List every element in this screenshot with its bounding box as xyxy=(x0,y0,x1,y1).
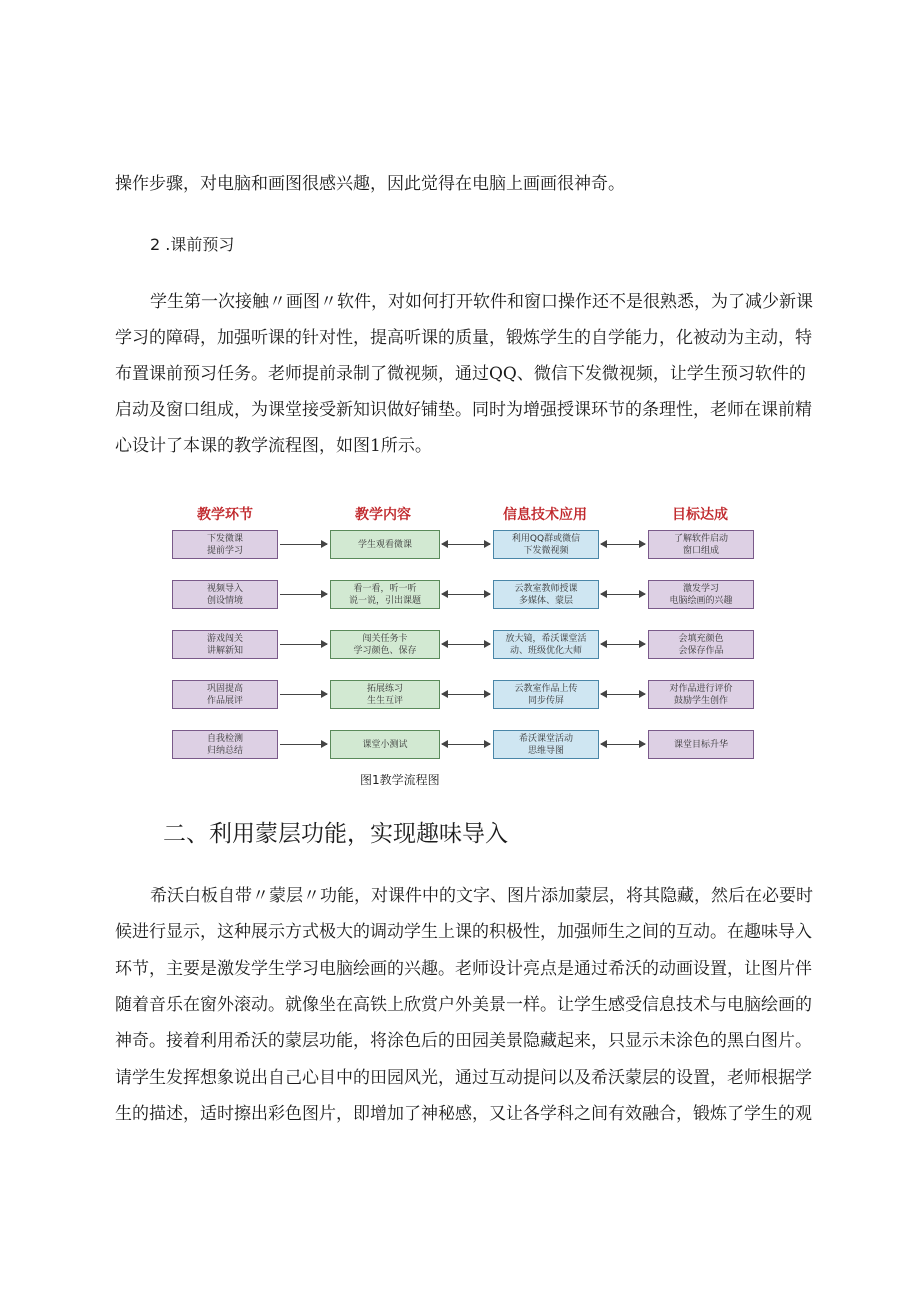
flow-box: 放大镜，希沃课堂活 动、班级优化大师 xyxy=(493,630,599,659)
column-header: 目标达成 xyxy=(672,507,728,523)
flow-box: 希沃课堂活动 思维导图 xyxy=(493,730,599,759)
paragraph-line: 启动及窗口组成，为课堂接受新知识做好铺垫。同时为增强授课环节的条理性，老师在课前精 xyxy=(115,400,812,420)
paragraph-line: 候进行显示，这种展示方式极大的调动学生上课的积极性，加强师生之间的互动。在趣味导入 xyxy=(115,922,812,942)
flow-arrow xyxy=(280,744,327,745)
flow-double-arrow xyxy=(601,694,645,695)
paragraph-line: 神奇。接着利用希沃的蒙层功能，将涂色后的田园美景隐藏起来，只显示未涂色的黑白图片。 xyxy=(115,1031,812,1051)
column-header: 教学环节 xyxy=(197,507,253,523)
flow-double-arrow xyxy=(442,544,490,545)
column-header: 教学内容 xyxy=(355,507,411,523)
flow-box: 学生观看微课 xyxy=(330,530,440,559)
flow-arrow xyxy=(280,694,327,695)
flow-double-arrow xyxy=(601,594,645,595)
figure-caption: 图1教学流程图 xyxy=(360,773,440,787)
flow-arrow xyxy=(280,544,327,545)
flow-box: 巩固提高 作品展评 xyxy=(172,680,278,709)
paragraph-line: 生的描述，适时擦出彩色图片，即增加了神秘感，又让各学科之间有效融合，锻炼了学生的观 xyxy=(115,1104,812,1124)
paragraph-line: 环节，主要是激发学生学习电脑绘画的兴趣。老师设计亮点是通过希沃的动画设置，让图片伴 xyxy=(115,959,812,979)
flow-box: 拓展练习 生生互评 xyxy=(330,680,440,709)
flow-arrow xyxy=(280,594,327,595)
paragraph-1-tail: 操作步骤，对电脑和画图很感兴趣，因此觉得在电脑上画画很神奇。 xyxy=(115,174,625,194)
flow-box: 闯关任务卡 学习颜色、保存 xyxy=(330,630,440,659)
flow-double-arrow xyxy=(601,744,645,745)
paragraph-line: 学生第一次接触〃画图〃软件，对如何打开软件和窗口操作还不是很熟悉，为了减少新课 xyxy=(150,292,813,312)
paragraph-line: 请学生发挥想象说出自己心目中的田园风光，通过互动提问以及希沃蒙层的设置，老师根据学 xyxy=(115,1068,812,1088)
teaching-flowchart xyxy=(170,504,755,770)
flow-arrow xyxy=(280,644,327,645)
flow-box: 对作品进行评价 鼓励学生创作 xyxy=(648,680,754,709)
flow-double-arrow xyxy=(601,544,645,545)
flow-double-arrow xyxy=(442,744,490,745)
flow-box: 看一看，听一听 说一说，引出课题 xyxy=(330,580,440,609)
paragraph-line: 布置课前预习任务。老师提前录制了微视频，通过QQ、微信下发微视频，让学生预习软件的 xyxy=(115,364,806,384)
flow-box: 利用QQ群或微信 下发微视频 xyxy=(493,530,599,559)
flow-double-arrow xyxy=(442,694,490,695)
paragraph-line: 希沃白板自带〃蒙层〃功能，对课件中的文字、图片添加蒙层，将其隐藏，然后在必要时 xyxy=(150,886,813,906)
flow-box: 自我检测 归纳总结 xyxy=(172,730,278,759)
flow-box: 课堂目标升华 xyxy=(648,730,754,759)
paragraph-line: 学习的障碍，加强听课的针对性，提高听课的质量，锻炼学生的自学能力，化被动为主动，特 xyxy=(115,328,812,348)
flow-box: 游戏闯关 讲解新知 xyxy=(172,630,278,659)
subheading-preview: 2 .课前预习 xyxy=(150,235,235,254)
paragraph-line: 心设计了本课的教学流程图，如图1所示。 xyxy=(115,436,432,456)
flow-box: 激发学习 电脑绘画的兴趣 xyxy=(648,580,754,609)
flow-box: 下发微课 提前学习 xyxy=(172,530,278,559)
column-header: 信息技术应用 xyxy=(503,507,587,523)
flow-box: 课堂小测试 xyxy=(330,730,440,759)
flow-box: 会填充颜色 会保存作品 xyxy=(648,630,754,659)
flow-box: 云教室作品上传 同步传屏 xyxy=(493,680,599,709)
flow-box: 视频导入 创设情境 xyxy=(172,580,278,609)
paragraph-line: 随着音乐在窗外滚动。就像坐在高铁上欣赏户外美景一样。让学生感受信息技术与电脑绘画的 xyxy=(115,995,812,1015)
flow-double-arrow xyxy=(442,644,490,645)
flow-double-arrow xyxy=(601,644,645,645)
flow-box: 云教室教师授课 多媒体、蒙层 xyxy=(493,580,599,609)
flow-double-arrow xyxy=(442,594,490,595)
flow-box: 了解软件启动 窗口组成 xyxy=(648,530,754,559)
section-heading-2: 二、利用蒙层功能，实现趣味导入 xyxy=(163,821,508,847)
